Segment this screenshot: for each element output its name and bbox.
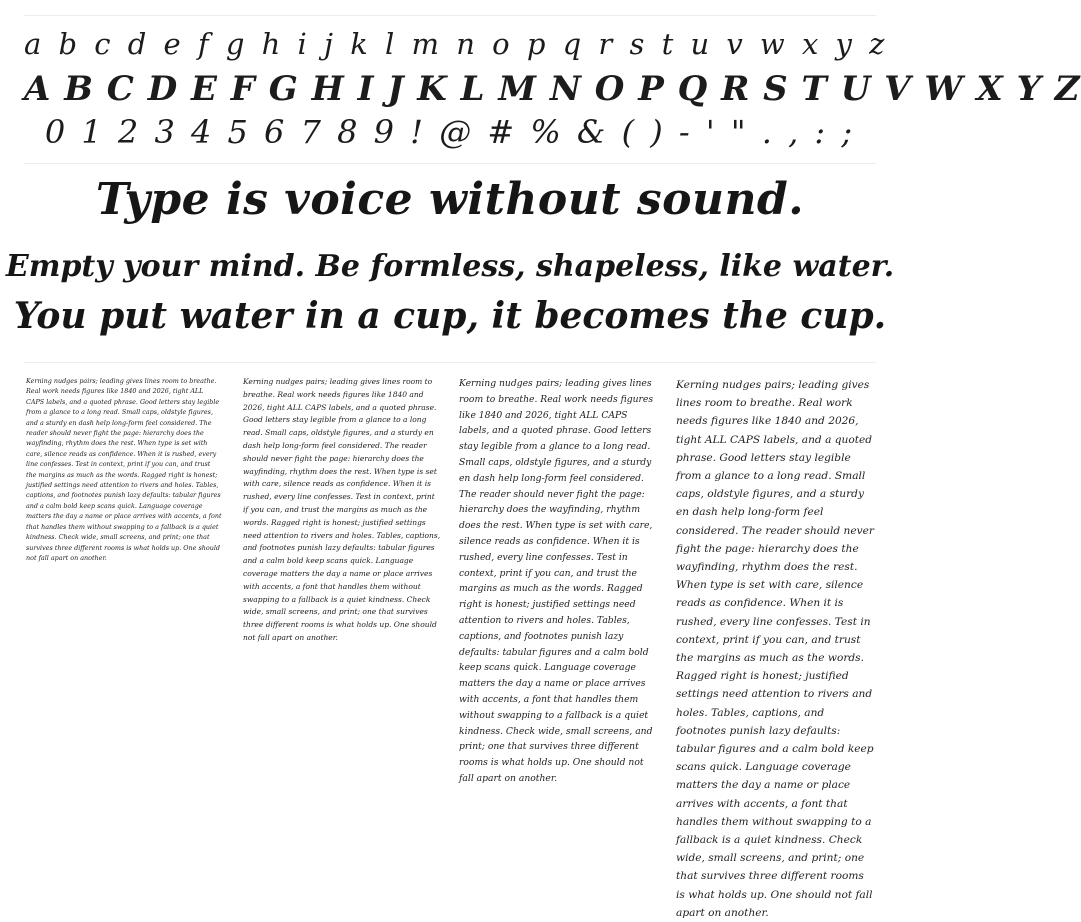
display-headline: Type is voice without sound. [95,174,805,225]
display-line-3: You put water in a cup, it becomes the cup. [13,295,887,337]
top-divider [24,15,876,16]
display-line-2: Empty your mind. Be formless, shapeless, like water. [5,249,895,284]
paragraph-size-large: Kerning nudges pairs; leading gives lines room to breathe. Real work needs figures like 1840 and 2026, tight ALL CAPS labels, and a quoted phrase. Good letters stay legible from a glance to a long read. Small caps, oldstyle figures, and a sturdy en dash help long-form feel considered. The reader should never fight the page: hierarchy does the wayfinding, rhythm does the rest. When type is set with care, silence reads as confidence. When it is rushed, every line confesses. Test in context, print if you can, and trust the margins as much as the words. Ragged right is honest; justified settings need attention to rivers and holes. Tables, captions, and footnotes punish lazy defaults: tabular figures and a calm bold keep scans quick. Language coverage matters the day a name or place arrives with accents, a font that handles them without swapping to a fallback is a quiet kindness. Check wide, small screens, and print; one that survives three different rooms is what holds up. One should not fall apart on another. [459,378,654,784]
paragraph-size-medium: Kerning nudges pairs; leading gives lines room to breathe. Real work needs figures like 1840 and 2026, tight ALL CAPS labels, and a quoted phrase. Good letters stay legible from a glance to a long read. Small caps, oldstyle figures, and a sturdy en dash help long-form feel considered. The reader should never fight the page: hierarchy does the wayfinding, rhythm does the rest. When type is set with care, silence reads as confidence. When it is rushed, every line confesses. Test in context, print if you can, and trust the margins as much as the words. Ragged right is honest; justified settings need attention to rivers and holes. Tables, captions, and footnotes punish lazy defaults: tabular figures and a calm bold keep scans quick. Language coverage matters the day a name or place arrives with accents, a font that handles them without swapping to a fallback is a quiet kindness. Check wide, small screens, and print; one that survives three different rooms is what holds up. One should not fall apart on another. [243,377,441,642]
paragraph-size-small: Kerning nudges pairs; leading gives lines room to breathe. Real work needs figures like 1840 and 2026, tight ALL CAPS labels, and a quoted phrase. Good letters stay legible from a glance to a long read. Small caps, oldstyle figures, and a sturdy en dash help long-form feel considered. The reader should never fight the page: hierarchy does the wayfinding, rhythm does the rest. When type is set with care, silence reads as confidence. When it is rushed, every line confesses. Test in context, print if you can, and trust the margins as much as the words. Ragged right is honest; justified settings need attention to rivers and holes. Tables, captions, and footnotes punish lazy defaults: tabular figures and a calm bold keep scans quick. Language coverage matters the day a name or place arrives with accents, a font that handles them without swapping to a fallback is a quiet kindness. Check wide, small screens, and print; one that survives three different rooms is what holds up. One should not fall apart on another. [26,377,222,562]
display-divider [24,362,876,363]
lowercase-glyph-row: a b c d e f g h i j k l m n o p q r s t u v w x y z [24,27,889,61]
uppercase-glyph-row: A B C D E F G H I J K L M N O P Q R S T U V W X Y Z [24,69,1081,109]
glyph-divider [24,163,876,164]
paragraph-size-xlarge: Kerning nudges pairs; leading gives lines room to breathe. Real work needs figures like 1840 and 2026, tight ALL CAPS labels, and a quoted phrase. Good letters stay legible from a glance to a long read. Small caps, oldstyle figures, and a sturdy en dash help long-form feel considered. The reader should never fight the page: hierarchy does the wayfinding, rhythm does the rest. When type is set with care, silence reads as confidence. When it is rushed, every line confesses. Test in context, print if you can, and trust the margins as much as the words. Ragged right is honest; justified settings need attention to rivers and holes. Tables, captions, and footnotes punish lazy defaults: tabular figures and a calm bold keep scans quick. Language coverage matters the day a name or place arrives with accents, a font that handles them without swapping to a fallback is a quiet kindness. Check wide, small screens, and print; one that survives three different rooms is what holds up. One should not fall apart on another. [676,379,874,919]
figures-glyph-row: 0 1 2 3 4 5 6 7 8 9 ! @ # % & ( ) - ' " . , : ; [44,113,856,151]
